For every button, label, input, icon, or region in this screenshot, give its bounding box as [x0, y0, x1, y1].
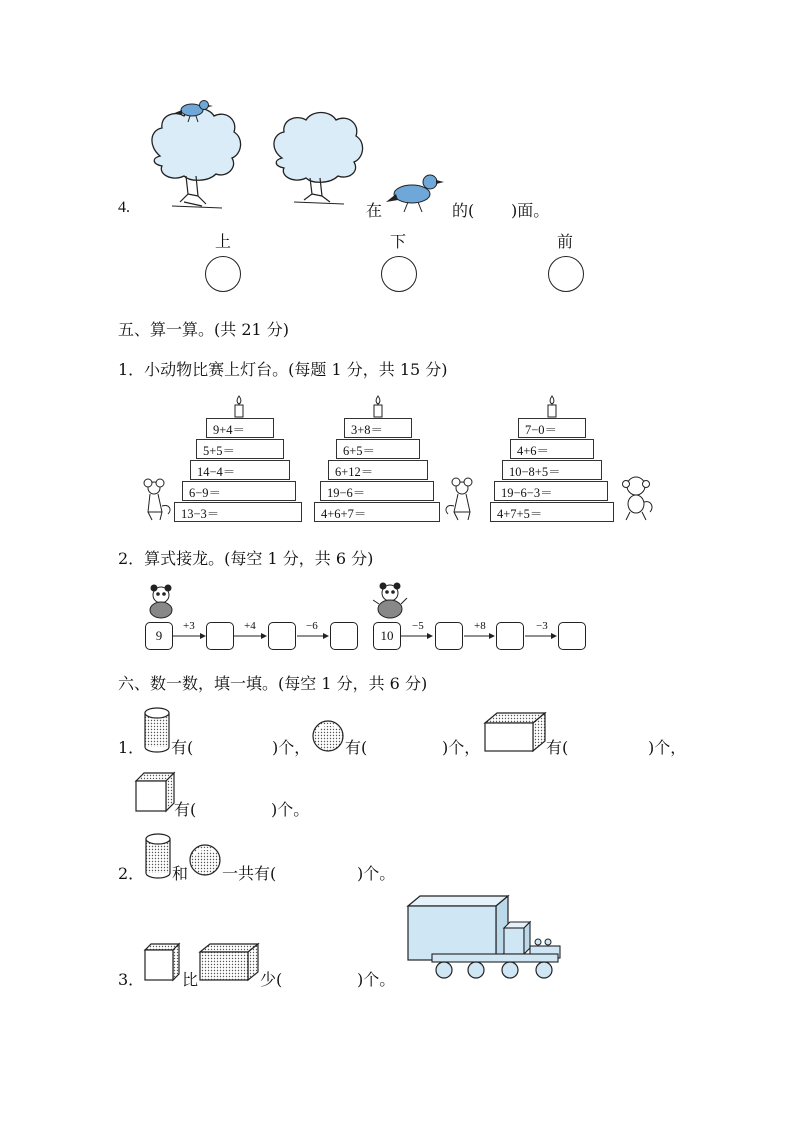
- q1-cuboid-ge: )个，: [648, 738, 687, 757]
- cylinder-icon: [144, 707, 170, 753]
- section6-q3-number: 3．: [118, 970, 145, 989]
- tower2-tier-3: 6+12＝: [328, 460, 428, 480]
- tower2-tier-5: 4+6+7＝: [314, 502, 440, 522]
- q1-cuboid-you: 有(: [546, 738, 569, 757]
- chain2-op-2: +8: [474, 620, 486, 632]
- chain1-op-2: +4: [244, 620, 256, 632]
- q4-text-of: 的(: [452, 201, 475, 220]
- chain1-op-3: −6: [306, 620, 318, 632]
- q3-ge: )个。: [357, 970, 396, 989]
- tower1-tier-5: 13−3＝: [174, 502, 302, 522]
- q2-total: 一共有(: [222, 864, 277, 883]
- cylinder-icon: [145, 833, 171, 879]
- q4-text-in: 在: [366, 201, 383, 220]
- cuboid-icon: [198, 942, 260, 982]
- q2-he: 和: [172, 864, 189, 883]
- chain1-op-1: +3: [183, 620, 195, 632]
- tower3-tier-2: 4+6＝: [510, 439, 594, 459]
- chain2-answer-box-1[interactable]: [435, 622, 463, 650]
- chain2-op-1: −5: [412, 620, 424, 632]
- truck-illustration: [404, 894, 564, 986]
- q3-shao: 少(: [260, 970, 283, 989]
- chain2-answer-box-3[interactable]: [558, 622, 586, 650]
- cube-icon: [134, 771, 176, 813]
- sphere-icon: [188, 843, 222, 877]
- q1-cylinder-you: 有(: [171, 738, 194, 757]
- tower1-tier-4: 6−9＝: [182, 481, 296, 501]
- q4-option-label-down: 下: [390, 232, 407, 251]
- q4-text-face: )面。: [511, 201, 550, 220]
- chain1-answer-box-1[interactable]: [206, 622, 234, 650]
- q2-ge: )个。: [357, 864, 396, 883]
- tower2-tier-2: 6+5＝: [336, 439, 420, 459]
- q1-sphere-ge: )个，: [442, 738, 481, 757]
- q4-option-label-front: 前: [557, 232, 574, 251]
- section5-title: 五、算一算。(共 21 分): [118, 320, 290, 339]
- cuboid-icon: [483, 711, 547, 753]
- q1-cylinder-ge: )个，: [272, 738, 311, 757]
- section6-q1-number: 1．: [118, 738, 145, 757]
- chain1-answer-box-2[interactable]: [268, 622, 296, 650]
- q1-cube-you: 有(: [174, 800, 197, 819]
- chain2-op-3: −3: [536, 620, 548, 632]
- q4-number: 4.: [118, 199, 130, 216]
- chain2-answer-box-2[interactable]: [496, 622, 524, 650]
- tower1-tier-2: 5+5＝: [196, 439, 284, 459]
- tower3-tier-1: 7−0＝: [518, 418, 586, 438]
- section5-q2-title: 2．算式接龙。(每空 1 分，共 6 分): [118, 549, 374, 568]
- tower3-tier-3: 10−8+5＝: [502, 460, 602, 480]
- chain1-answer-box-3[interactable]: [330, 622, 358, 650]
- section6-title: 六、数一数，填一填。(每空 1 分，共 6 分): [118, 674, 428, 693]
- chain2-start-box: 10: [373, 622, 401, 650]
- tower2-tier-4: 19−6＝: [320, 481, 434, 501]
- chain1-start-box: 9: [145, 622, 173, 650]
- cube-icon: [143, 942, 181, 982]
- tower2-tier-1: 3+8＝: [344, 418, 412, 438]
- q1-cube-ge: )个。: [271, 800, 310, 819]
- sphere-icon: [311, 719, 345, 753]
- tower1-tier-1: 9+4＝: [206, 418, 274, 438]
- tower3-tier-4: 19−6−3＝: [494, 481, 608, 501]
- q1-sphere-you: 有(: [345, 738, 368, 757]
- section5-q1-title: 1．小动物比赛上灯台。(每题 1 分，共 15 分): [118, 360, 448, 379]
- tower3-tier-5: 4+7+5＝: [490, 502, 614, 522]
- section6-q2-number: 2．: [118, 864, 145, 883]
- q4-option-label-up: 上: [215, 232, 232, 251]
- q3-bi: 比: [182, 970, 199, 989]
- tower1-tier-3: 14−4＝: [190, 460, 290, 480]
